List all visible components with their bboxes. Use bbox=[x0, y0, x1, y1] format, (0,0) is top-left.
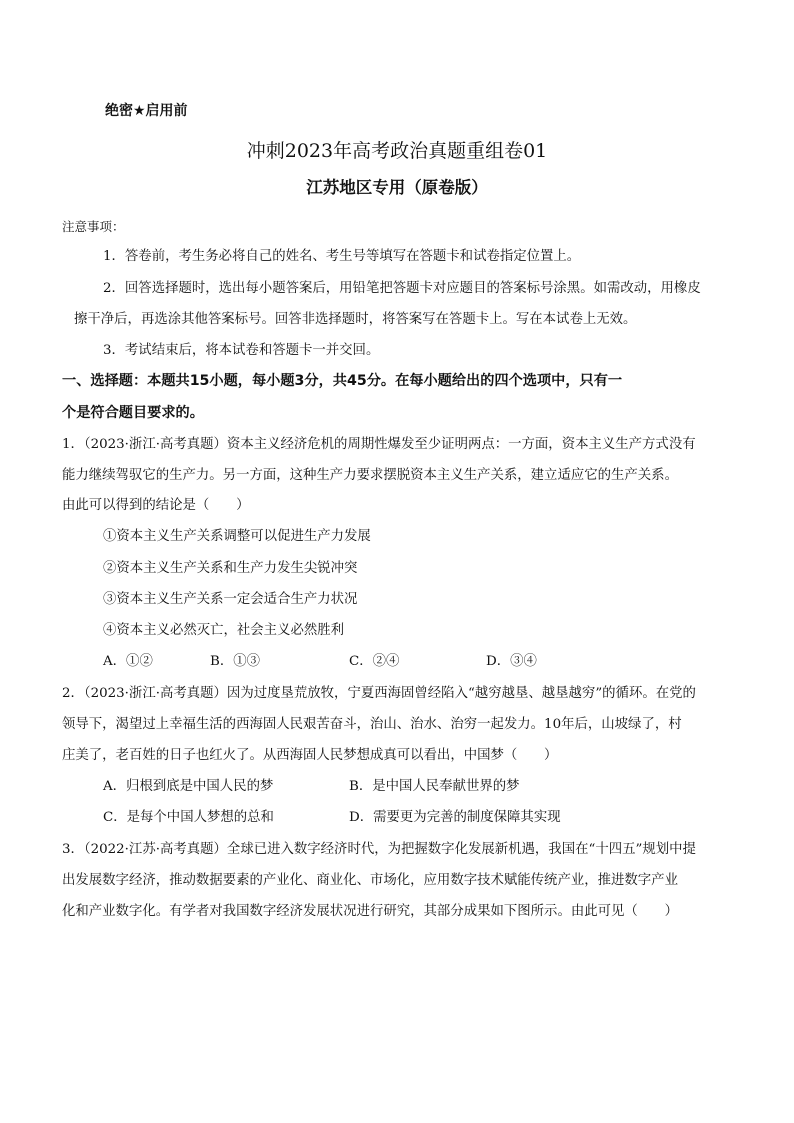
exam-subtitle: 江苏地区专用（原卷版） bbox=[306, 178, 488, 197]
q1-stem-line3: 由此可以得到的结论是（ ） bbox=[62, 498, 250, 513]
q1-statement-1: ①资本主义生产关系调整可以促进生产力发展 bbox=[103, 529, 371, 544]
q2-option-a: A．归根到底是中国人民的梦 bbox=[103, 779, 274, 794]
notice-item-2: 2．回答选择题时，选出每小题答案后，用铅笔把答题卡对应题目的答案标号涂黑。如需改动，用橡皮 bbox=[103, 281, 701, 296]
q1-option-b: B．①③ bbox=[210, 654, 261, 669]
q1-statement-4: ④资本主义必然灭亡，社会主义必然胜利 bbox=[103, 623, 345, 638]
secret-mark: 绝密★启用前 bbox=[105, 103, 188, 119]
q1-stem-line1: 1．（2023·浙江·高考真题）资本主义经济危机的周期性爆发至少证明两点：一方面，资本主义生产方式没有 bbox=[62, 437, 696, 452]
q2-option-b: B．是中国人民奉献世界的梦 bbox=[349, 779, 520, 794]
q1-option-a: A．①② bbox=[103, 654, 153, 669]
q1-statement-3: ③资本主义生产关系一定会适合生产力状况 bbox=[103, 592, 358, 607]
notice-item-3: 3．考试结束后，将本试卷和答题卡一并交回。 bbox=[103, 343, 380, 358]
q1-stem-line2: 能力继续驾驭它的生产力。另一方面，这种生产力要求摆脱资本主义生产关系，建立适应它的生产关系。 bbox=[62, 468, 678, 483]
notice-item-2-cont: 擦干净后，再选涂其他答案标号。回答非选择题时，将答案写在答题卡上。写在本试卷上无效。 bbox=[74, 312, 637, 327]
notice-item-1: 1．答卷前，考生务必将自己的姓名、考生号等填写在答题卡和试卷指定位置上。 bbox=[103, 249, 581, 264]
q2-option-d: D．需要更为完善的制度保障其实现 bbox=[349, 810, 561, 825]
q3-stem-line3: 化和产业数字化。有学者对我国数字经济发展状况进行研究，其部分成果如下图所示。由此可见（ ） bbox=[62, 904, 678, 919]
q2-stem-line1: 2．（2023·浙江·高考真题）因为过度垦荒放牧，宁夏西海固曾经陷入“越穷越垦、越垦越穷”的循环。在党的 bbox=[62, 686, 696, 701]
q2-stem-line3: 庄美了，老百姓的日子也红火了。从西海固人民梦想成真可以看出，中国梦（ ） bbox=[62, 748, 558, 763]
q2-stem-line2: 领导下，渴望过上幸福生活的西海固人民艰苦奋斗，治山、治水、治穷一起发力。10年后，山坡绿了，村 bbox=[62, 717, 682, 732]
q1-option-d: D．③④ bbox=[486, 654, 537, 669]
section-heading-line2: 个是符合题目要求的。 bbox=[62, 405, 204, 421]
q3-stem-line1: 3．（2022·江苏·高考真题）全球已进入数字经济时代，为把握数字化发展新机遇，我国在“十四五”规划中提 bbox=[62, 842, 696, 857]
exam-title: 冲刺2023年高考政治真题重组卷01 bbox=[246, 140, 548, 162]
notice-heading: 注意事项： bbox=[62, 219, 125, 234]
q3-stem-line2: 出发展数字经济，推动数据要素的产业化、商业化、市场化，应用数字技术赋能传统产业，推进数字产业 bbox=[62, 873, 678, 888]
q2-option-c: C．是每个中国人梦想的总和 bbox=[103, 810, 274, 825]
q1-statement-2: ②资本主义生产关系和生产力发生尖锐冲突 bbox=[103, 561, 358, 576]
q1-option-c: C．②④ bbox=[349, 654, 400, 669]
section-heading-line1: 一、选择题：本题共15小题，每小题3分，共45分。在每小题给出的四个选项中，只有一 bbox=[62, 373, 623, 389]
